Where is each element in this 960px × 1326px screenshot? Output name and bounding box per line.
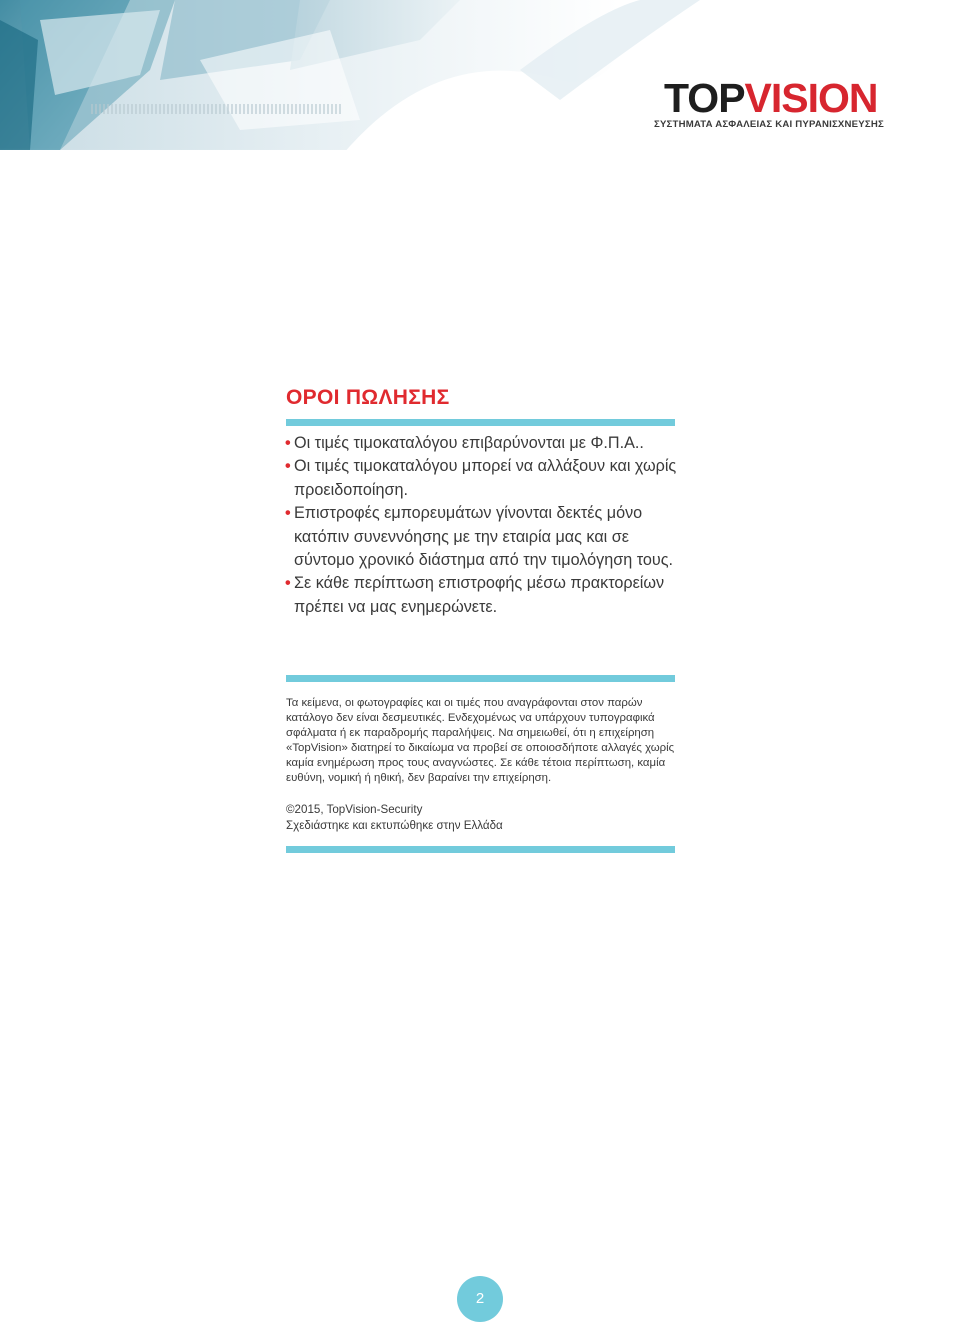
term-item	[286, 502, 686, 572]
logo-top-text: TOP	[664, 75, 745, 121]
term-item	[286, 572, 686, 619]
term-item	[286, 455, 686, 502]
divider-top	[286, 419, 675, 426]
divider-bottom	[286, 846, 675, 853]
bullet-icon: •	[285, 457, 291, 476]
terms-list	[286, 432, 686, 619]
term-text: Επιστροφές εμπορευμάτων γίνονται δεκτές μόνο κατόπιν συνεννόησης με την εταιρία μας και σε σύντομο χρονικό διάστημα από την τιμολόγηση τους.	[294, 504, 674, 570]
term-text: Σε κάθε περίπτωση επιστροφής μέσω πρακτορείων πρέπει να μας ενημερώνετε.	[294, 574, 665, 616]
logo-tagline: ΣΥΣΤΗΜΑΤΑ ΑΣΦΑΛΕΙΑΣ ΚΑΙ ΠΥΡΑΝΙΣΧΝΕΥΣΗΣ	[654, 119, 884, 130]
copyright-block	[286, 802, 503, 833]
logo-vision-text: VISION	[744, 75, 878, 121]
page-number-badge: 2	[457, 1276, 503, 1322]
term-item	[286, 432, 686, 455]
bullet-icon: •	[285, 574, 291, 593]
term-text: Οι τιμές τιμοκαταλόγου μπορεί να αλλάξουν και χωρίς προειδοποίηση.	[294, 457, 677, 499]
bullet-icon: •	[285, 504, 291, 523]
printed-in-line: Σχεδιάστηκε και εκτυπώθηκε στην Ελλάδα	[286, 818, 503, 832]
copyright-line: ©2015, TopVision-Security	[286, 803, 423, 816]
section-title: ΟΡΟΙ ΠΩΛΗΣΗΣ	[286, 386, 450, 409]
term-text: Οι τιμές τιμοκαταλόγου επιβαρύνονται με Φ.Π.Α..	[294, 434, 644, 452]
bullet-icon: •	[285, 434, 291, 452]
logo-wordmark	[664, 76, 878, 120]
topvision-logo	[654, 70, 884, 140]
disclaimer-text: Τα κείμενα, οι φωτογραφίες και οι τιμές που αναγράφονται στον παρών κατάλογο δεν είναι δεσμευτικές. Ενδεχομένως να υπάρχουν τυπογραφικά σφάλματα ή εκ παραδρομής παραλήψεις. Να σημειωθεί, ότι η επιχείρηση «TopVision» διατηρεί το δικαίωμα να προβεί σε οποιοσδήποτε αλλαγές χωρίς καμία ενημέρωση προς τους αναγνώστες. Σε κάθε τέτοια περίπτωση, καμία ευθύνη, νομική ή ηθική, δεν βαραίνει την επιχείρηση.	[286, 697, 675, 785]
divider-middle	[286, 675, 675, 682]
